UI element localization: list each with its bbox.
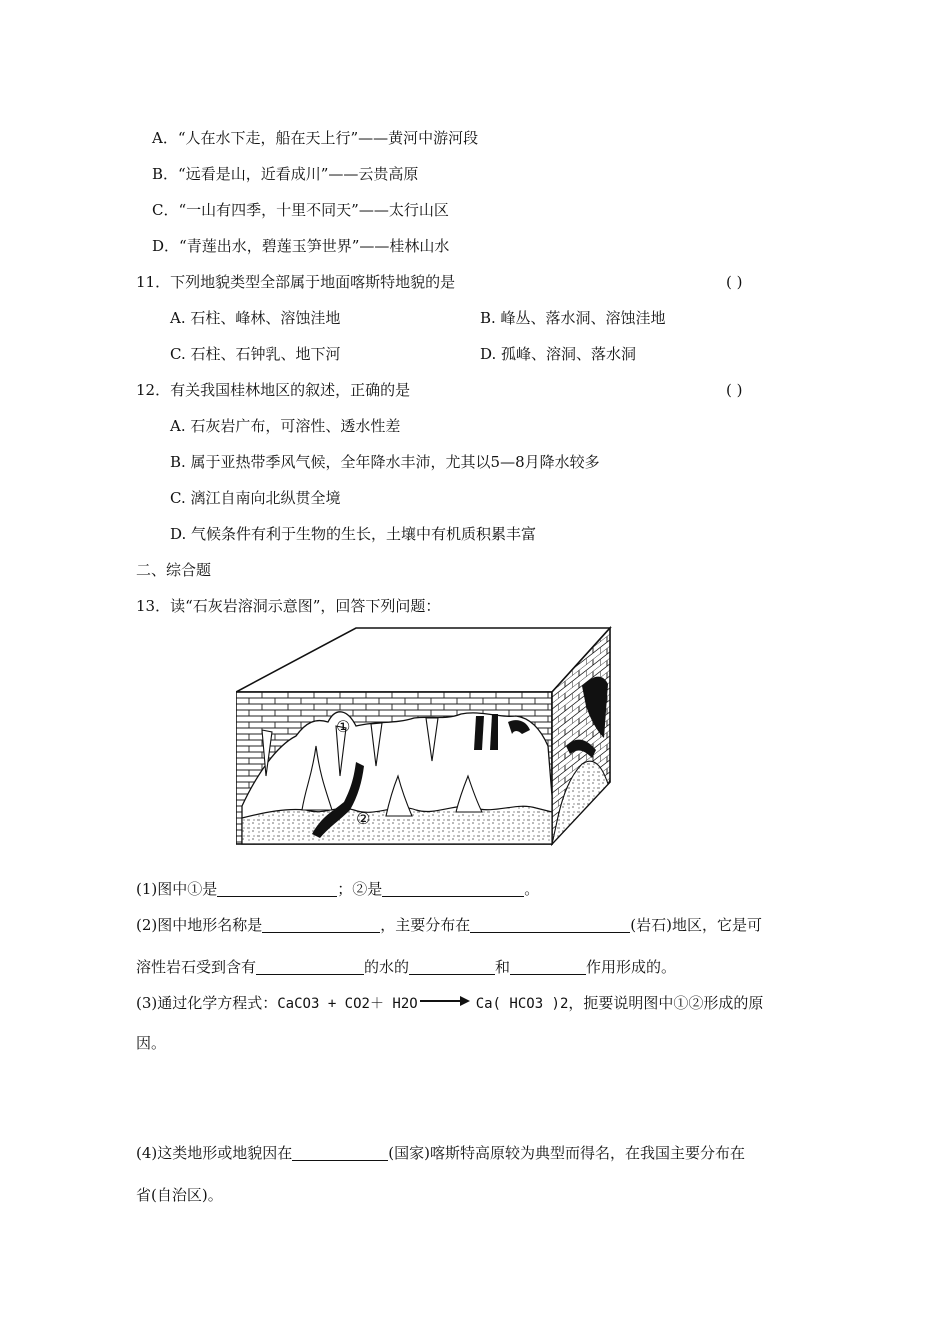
q12-option-d: D. 气候条件有利于生物的生长，土壤中有机质积累丰富 bbox=[170, 525, 537, 543]
q13-part1-text: (1)图中①是 bbox=[136, 880, 218, 898]
q13-stem: 13．读“石灰岩溶洞示意图”，回答下列问题： bbox=[136, 597, 441, 615]
q13-part4-text-mid: (国家)喀斯特高原较为典型而得名，在我国主要分布在 bbox=[388, 1144, 745, 1162]
q13-part1-blank-1[interactable] bbox=[217, 880, 337, 897]
q11-answer-paren: ( ) bbox=[726, 273, 743, 291]
q13-part2-blank-process-1[interactable] bbox=[409, 958, 495, 975]
reaction-arrow-icon bbox=[420, 996, 470, 1006]
q13-part2-line1 bbox=[136, 915, 762, 935]
section-heading: 二、综合题 bbox=[136, 561, 212, 579]
q13-part2-blank-rock[interactable] bbox=[470, 916, 630, 933]
q13-part2-text-water: 的水的 bbox=[364, 958, 410, 976]
q13-part1-blank-2[interactable] bbox=[382, 880, 524, 897]
q10-option-d: D．“青莲出水，碧莲玉笋世界”——桂林山水 bbox=[152, 237, 450, 255]
q13-part4-blank-country[interactable] bbox=[292, 1144, 388, 1161]
q13-part1-text-end: 。 bbox=[524, 880, 540, 898]
q12-option-a: A. 石灰岩广布，可溶性、透水性差 bbox=[170, 417, 401, 435]
q11-option-b: B. 峰丛、落水洞、溶蚀洼地 bbox=[480, 309, 666, 327]
chemical-equation-right: Ca( HCO3 )2 bbox=[475, 996, 569, 1012]
q13-part2-text-mid: ，主要分布在 bbox=[380, 916, 471, 934]
q13-part4-text: (4)这类地形或地貌因在 bbox=[136, 1144, 293, 1162]
q13-part3-line2: 因。 bbox=[136, 1034, 167, 1052]
q13-part3-text-post: ，扼要说明图中①②形成的原 bbox=[568, 994, 764, 1012]
q10-option-b: B．“远看是山，近看成川”——云贵高原 bbox=[152, 165, 419, 183]
q12-option-c: C. 漓江自南向北纵贯全境 bbox=[170, 489, 341, 507]
q13-part2-blank-water[interactable] bbox=[256, 958, 364, 975]
figure-label-2: ② bbox=[356, 809, 371, 828]
q11-option-a: A. 石柱、峰林、溶蚀洼地 bbox=[170, 309, 341, 327]
q13-part4-line1 bbox=[136, 1143, 745, 1163]
q12-answer-paren: ( ) bbox=[726, 381, 743, 399]
q11-option-c: C. 石柱、石钟乳、地下河 bbox=[170, 345, 341, 363]
q13-part2-text-line2: 溶性岩石受到含有 bbox=[136, 958, 257, 976]
q13-part3-text: (3)通过化学方程式： bbox=[136, 994, 278, 1012]
q13-part1 bbox=[136, 879, 539, 899]
limestone-cave-diagram bbox=[236, 626, 612, 846]
q11-option-d: D. 孤峰、溶洞、落水洞 bbox=[480, 345, 637, 363]
q13-part2-text: (2)图中地形名称是 bbox=[136, 916, 263, 934]
q13-part2-blank-process-2[interactable] bbox=[510, 958, 586, 975]
q12-option-b: B. 属于亚热带季风气候，全年降水丰沛，尤其以5—8月降水较多 bbox=[170, 453, 600, 471]
q13-part1-text-mid: ；②是 bbox=[337, 880, 383, 898]
q13-part2-text-rock: (岩石)地区，它是可 bbox=[630, 916, 762, 934]
q13-part2-blank-landform[interactable] bbox=[262, 916, 380, 933]
q10-option-a: A．“人在水下走，船在天上行”——黄河中游河段 bbox=[152, 129, 479, 147]
q12-stem: 12．有关我国桂林地区的叙述，正确的是 bbox=[136, 381, 411, 399]
q13-part4-line2: 省(自治区)。 bbox=[136, 1186, 223, 1204]
figure-label-1: ① bbox=[336, 717, 351, 736]
q13-part3-line1 bbox=[136, 993, 763, 1014]
q13-part2-text-end: 作用形成的。 bbox=[586, 958, 677, 976]
q13-part2-line2 bbox=[136, 957, 676, 977]
block-top-face bbox=[236, 628, 610, 692]
chemical-equation-left: CaCO3 + CO2＋ H2O bbox=[277, 996, 418, 1012]
q10-option-c: C．“一山有四季，十里不同天”——太行山区 bbox=[152, 201, 449, 219]
q11-stem: 11．下列地貌类型全部属于地面喀斯特地貌的是 bbox=[136, 273, 456, 291]
q13-part2-text-and: 和 bbox=[495, 958, 511, 976]
